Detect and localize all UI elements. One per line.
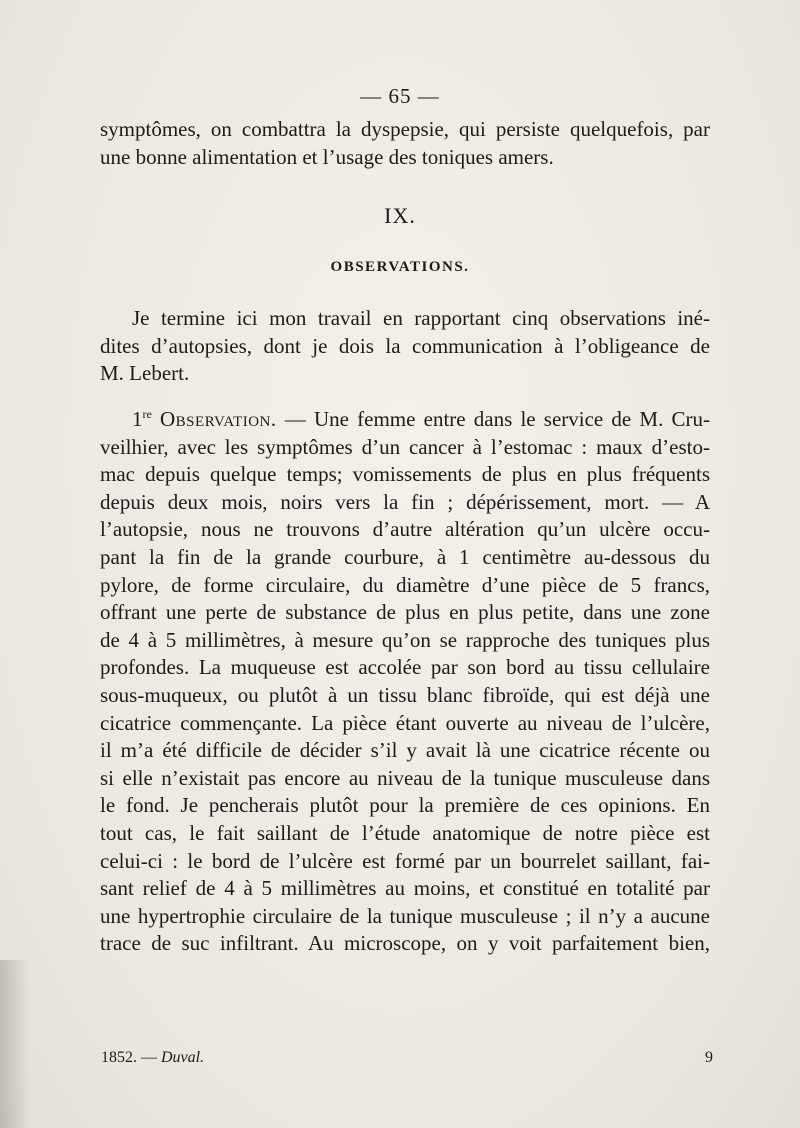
observation-ordinal-suffix: re [142,407,152,421]
text-line: il m’a été difficile de décider s’il y avait là une cicatrice récente ou [100,738,710,763]
text-line: sous-muqueux, ou plutôt à un tissu blanc fibroïde, qui est déjà une [100,682,710,707]
text-line: une hypertrophie circulaire de la tunique musculeuse ; il n’y a aucune [100,903,710,928]
text-line: celui-ci : le bord de l’ulcère est formé par un bourrelet saillant, fai- [100,848,710,873]
opening-paragraph [100,305,710,388]
text-line: une bonne alimentation et l’usage des toniques amers. [100,144,554,169]
text-line: de 4 à 5 millimètres, à mesure qu’on se rapproche des tuniques plus [100,627,710,652]
text-line: trace de suc infiltrant. Au microscope, on y voit parfaitement bien, [100,931,710,956]
text-line: profondes. La muqueuse est accolée par son bord au tissu cellulaire [100,655,710,680]
text-line: si elle n’existait pas encore au niveau de la tunique musculeuse dans [100,765,710,790]
intro-paragraph [100,116,710,171]
section-title: OBSERVATIONS. [330,259,470,275]
text-line: symptômes, on combattra la dyspepsie, qui persiste quelquefois, par [100,117,710,141]
footer-author: Duval. [161,1049,205,1066]
text-line: l’autopsie, nous ne trouvons d’autre altération qu’un ulcère occu- [100,517,710,542]
page-number: — 65 — [360,84,440,108]
text-line: mac depuis quelque temps; vomissements de plus en plus fréquents [100,462,710,487]
text-line: offrant une perte de substance de plus en plus petite, dans une zone [100,600,710,625]
observation-first-line: — Une femme entre dans le service de M. Cru- [276,407,711,431]
text-line: cicatrice commençante. La pièce étant ouverte au niveau de l’ulcère, [100,710,710,735]
signature-mark [101,1049,204,1067]
text-line: le fond. Je pencherais plutôt pour la première de ces opinions. En [100,793,710,818]
observation-label: Observation. [160,407,277,431]
sheet-number: 9 [705,1049,713,1066]
observation-paragraph [100,401,710,958]
observation-ordinal: 1 [132,407,143,431]
text-line: pant la fin de la grande courbure, à 1 centimètre au-dessous du [100,544,710,569]
text-line: Je termine ici mon travail en rapportant cinq observations iné- [132,306,710,330]
text-line: depuis deux mois, noirs vers la fin ; dépérissement, mort. — A [100,489,710,514]
text-line: veilhier, avec les symptômes d’un cancer à l’estomac : maux d’esto- [100,434,710,459]
footer-year: 1852. — [101,1049,161,1066]
text-line: pylore, de forme circulaire, du diamètre d’une pièce de 5 francs, [100,572,710,597]
text-line: sant relief de 4 à 5 millimètres au moins, et constitué en totalité par [100,876,710,901]
text-line: tout cas, le fait saillant de l’étude anatomique de notre pièce est [100,820,710,845]
binding-shadow [0,960,30,1128]
observation-heading-line [100,401,710,434]
text-line: M. Lebert. [100,361,190,386]
text-line: dites d’autopsies, dont je dois la communication à l’obligeance de [100,333,710,358]
section-number: IX. [384,203,416,228]
